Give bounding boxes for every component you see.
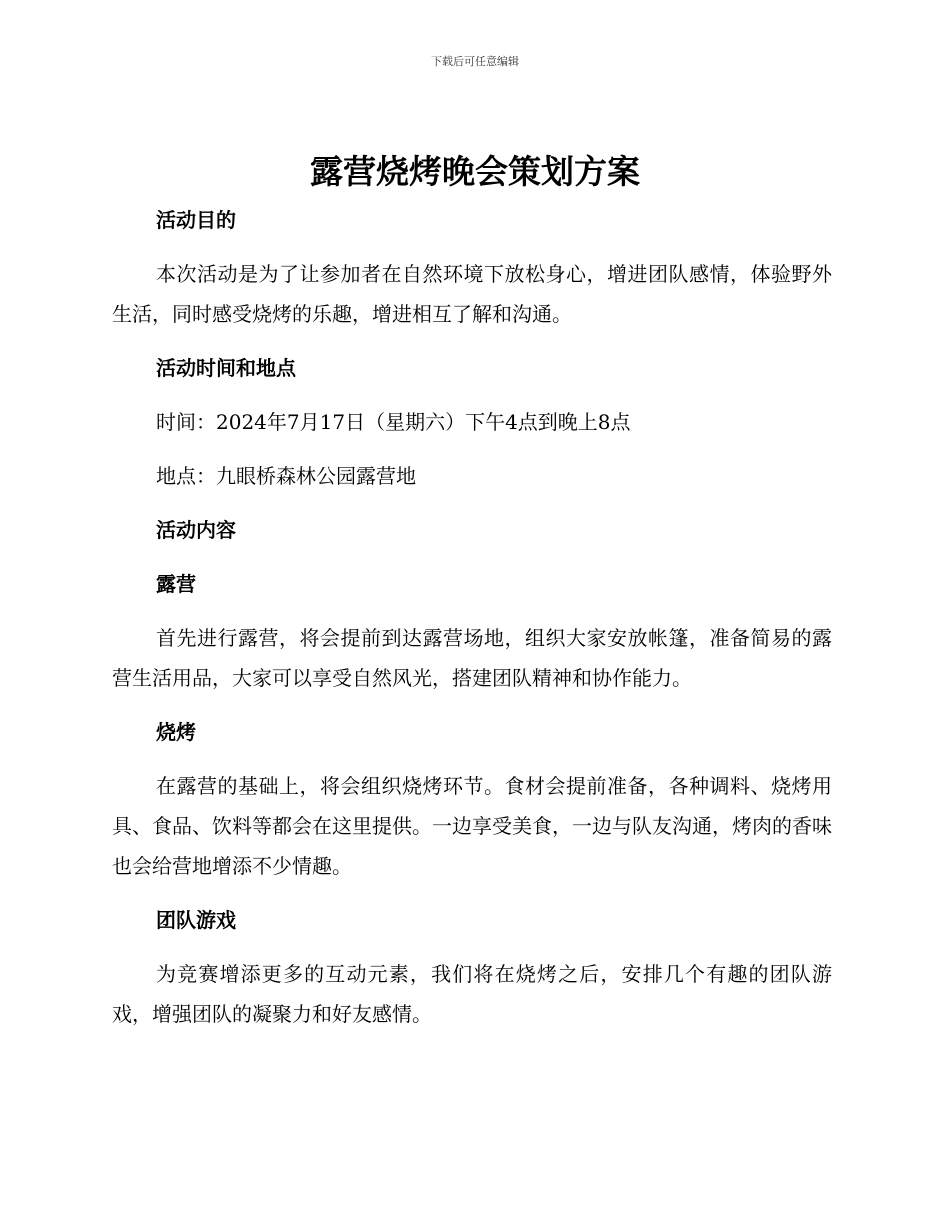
event-time: 时间：2024年7月17日（星期六）下午4点到晚上8点: [156, 410, 631, 434]
event-place: 地点：九眼桥森林公园露营地: [156, 464, 416, 488]
subheading-bbq: 烧烤: [156, 720, 196, 744]
camping-paragraph: 首先进行露营，将会提前到达露营场地，组织大家安放帐篷，准备简易的露营生活用品，大家可以享受自然风光，搭建团队精神和协作能力。: [112, 626, 832, 690]
team-games-paragraph: 为竞赛增添更多的互动元素，我们将在烧烤之后，安排几个有趣的团队游戏，增强团队的凝聚力和好友感情。: [112, 962, 832, 1026]
document-title: 露营烧烤晚会策划方案: [310, 152, 640, 191]
header-note: 下载后可任意编辑: [431, 55, 519, 68]
section-heading-time-place: 活动时间和地点: [156, 356, 296, 380]
section-heading-purpose: 活动目的: [156, 208, 236, 232]
bbq-paragraph: 在露营的基础上，将会组织烧烤环节。食材会提前准备，各种调料、烧烤用具、食品、饮料等都会在这里提供。一边享受美食，一边与队友沟通，烤肉的香味也会给营地增添不少情趣。: [112, 774, 832, 878]
purpose-paragraph: 本次活动是为了让参加者在自然环境下放松身心，增进团队感情，体验野外生活，同时感受烧烤的乐趣，增进相互了解和沟通。: [112, 262, 832, 326]
subheading-team-games: 团队游戏: [156, 908, 236, 932]
subheading-camping: 露营: [156, 572, 196, 596]
section-heading-content: 活动内容: [156, 518, 236, 542]
document-body: [112, 200, 832, 1048]
